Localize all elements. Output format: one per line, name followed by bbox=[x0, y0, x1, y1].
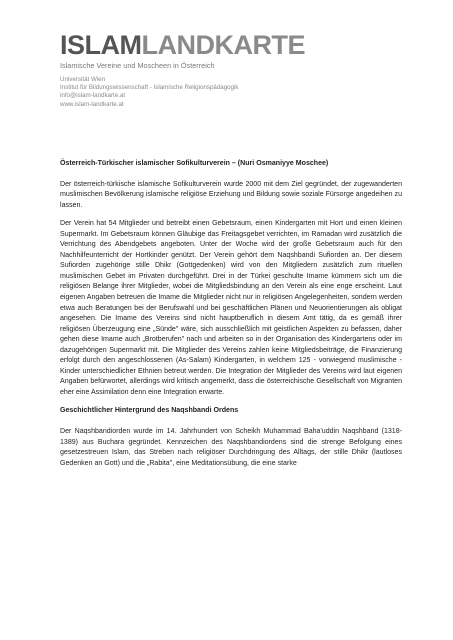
letterhead bbox=[60, 30, 400, 109]
contact-line-email: info@islam-landkarte.at bbox=[60, 92, 126, 100]
contact-block bbox=[60, 76, 400, 109]
contact-line-university: Universität Wien bbox=[60, 76, 106, 83]
document-body bbox=[60, 159, 402, 477]
contact-line-institute: Institut für Bildungswissenschaft - Islamische Religionspädagogik bbox=[60, 84, 239, 92]
logo-text-landkarte: LANDKARTE bbox=[141, 30, 305, 60]
paragraph-intro: Der österreich-türkische islamische Sofikulturverein wurde 2000 mit dem Ziel gegründet, der zugewanderten muslimischen Bevölkerung islamische religiöse Erziehung und Bildung sowie soziale Fürsorge angedeihen zu lassen. bbox=[60, 180, 402, 209]
logo-text-islam: ISLAM bbox=[60, 30, 142, 60]
paragraph-history: Der Naqshbandiorden wurde im 14. Jahrhundert von Scheikh Muhammad Baha'uddin Naqshband (1318-1389) aus Buchara gegründet. Kennzeichen des Naqshbandiordens sind die strenge Befolgung eines gesetzestreuen Islam, das Streben nach religiöser Durchdringung des Alltags, der stille Dhikr (lautloses Gedenken an Gott) und die „Rabita", eine Meditationsübung, die eine starke bbox=[60, 428, 402, 467]
logo-wordmark bbox=[60, 30, 400, 60]
paragraph-association: Der Verein hat 54 Mitglieder und betreibt einen Gebetsraum, einen Kindergarten mit Hort und einen kleinen Supermarkt. Im Gebetsraum können Gläubige das Freitagsgebet verrichten, im Ramadan wird zusätzlich die Verrichtung des Abendgebets angeboten. Unter der Woche wird der große Gebetsraum auch für den Nachhilfeunterricht der Hortkinder genützt. Der Verein gehört dem Naqshbandi Sufiorden an. Der diesem Sufiorden zugehörige stille Dhikr (Gottgedenken) wird von den Mitgliedern zusätzlich zum rituellen muslimischen Gebet im Privaten durchgeführt. Drei in der Türkei geschulte Imame kümmern sich um die religiösen Belange ihrer Mitglieder, wobei die Mitgliedsbindung an den Verein als eine enge erscheint. Laut eigenen Angaben betreuen die Imame die Mitglieder nicht nur in religiösen Angelegenheiten, sondern werden etwa auch Beratungen bei der Berufswahl und bei geschäftlichen Plänen und Neuorientierungen als obligat angesehen. Die Imame des Vereins sind nicht hauptberuflich in diesem Amt tätig, da es gemäß ihrer religiösen Überzeugung eine „Sünde" wäre, sich ausschließlich mit geistlichen Aspekten zu befassen, daher gehen diese Imame auch „Brotberufen" nach und arbeiten so in der Organisation des Kindergartens oder im dazugehörigen Supermarkt mit. Die Mitglieder des Vereins zahlen keine Mitgliedsbeiträge, die Finanzierung erfolgt durch den angeschlossenen (As-Salam) Kindergarten, in welchem 125 - vorwiegend muslimische - Kinder unterschiedlicher Ethnien betreut werden. Die Integration der Mitglieder des Vereins wird laut eigenen Angaben befürwortet, allerdings wird kritisch angemerkt, dass die österreichische Gesellschaft von Migranten eher eine Assimilation denn eine Integration erwarte. bbox=[60, 220, 402, 396]
document-title: Österreich-Türkischer islamischer Sofikulturverein – (Nuri Osmaniyye Moschee) bbox=[60, 160, 329, 167]
contact-line-website: www.islam-landkarte.at bbox=[60, 100, 124, 108]
logo-subtitle: Islamische Vereine und Moscheen in Österreich bbox=[60, 61, 215, 70]
section-heading: Geschichtlicher Hintergrund des Naqshbandi Ordens bbox=[60, 407, 239, 415]
